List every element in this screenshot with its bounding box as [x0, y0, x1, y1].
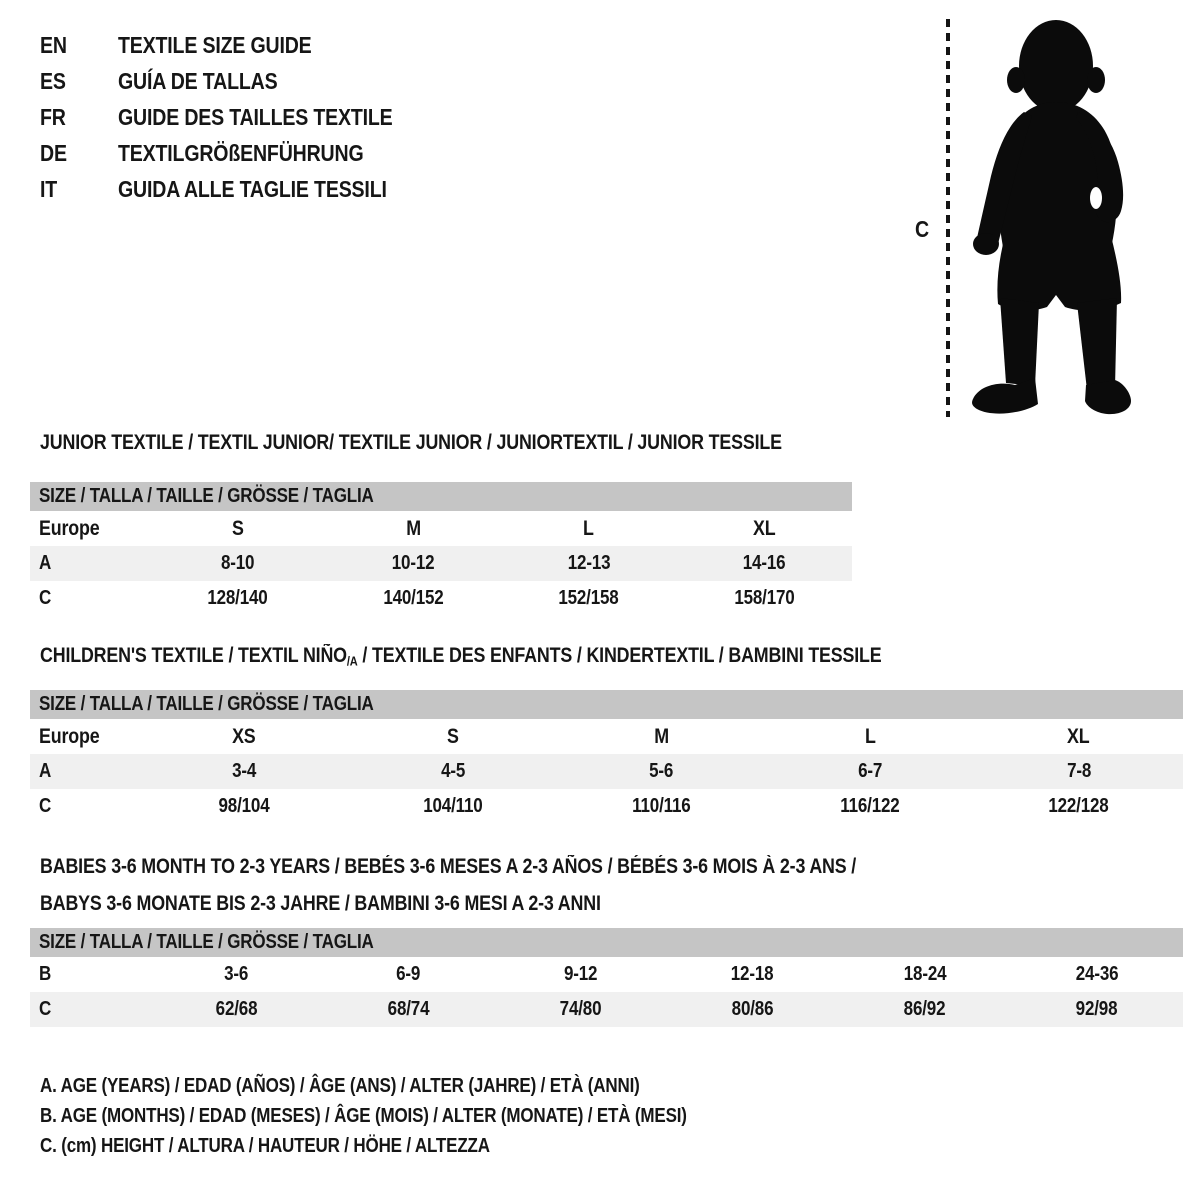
legend-text: A. AGE (YEARS) / EDAD (AÑOS) / ÂGE (ANS) / ALTER (JAHRE) / ETÀ (ANNI)	[40, 1074, 640, 1097]
language-row	[40, 135, 441, 171]
junior-table-grid	[30, 511, 852, 616]
table-row	[30, 511, 852, 546]
table-row	[30, 789, 1183, 824]
height-cell: 80/86	[731, 998, 774, 1020]
row-label: C	[39, 587, 52, 609]
babies-table-grid	[30, 957, 1183, 1027]
measurement-legend	[40, 1071, 801, 1161]
legend-line-b	[40, 1101, 801, 1131]
age-cell: 3-6	[224, 963, 249, 985]
language-code: DE	[40, 139, 67, 166]
row-label: C	[39, 795, 52, 817]
junior-section-title	[40, 431, 913, 455]
size-header-label: SIZE / TALLA / TAILLE / GRÖSSE / TAGLIA	[39, 931, 374, 953]
babies-size-table	[30, 928, 1183, 1027]
height-cell: 122/128	[1048, 795, 1109, 817]
height-cell: 62/68	[215, 998, 257, 1020]
language-title: GUÍA DE TALLAS	[118, 67, 278, 94]
table-row	[30, 754, 1183, 789]
height-cell: 92/98	[1076, 998, 1118, 1020]
age-cell: 18-24	[903, 963, 947, 985]
size-header-label: SIZE / TALLA / TAILLE / GRÖSSE / TAGLIA	[39, 485, 374, 507]
age-cell: 12-13	[567, 552, 611, 574]
size-cell: S	[231, 516, 244, 540]
table-row	[30, 992, 1183, 1027]
language-code: EN	[40, 31, 67, 58]
age-cell: 6-7	[858, 760, 883, 782]
age-cell: 24-36	[1075, 963, 1119, 985]
row-label: Europe	[39, 516, 100, 540]
size-cell: XL	[1067, 724, 1090, 748]
language-code: FR	[40, 103, 66, 130]
row-label: A	[39, 552, 52, 574]
language-row	[40, 99, 441, 135]
legend-text: B. AGE (MONTHS) / EDAD (MESES) / ÂGE (MOIS) / ALTER (MONATE) / ETÀ (MESI)	[40, 1104, 687, 1127]
language-row	[40, 27, 441, 63]
size-cell: XL	[753, 516, 776, 540]
height-cell: 104/110	[423, 795, 483, 817]
legend-line-c	[40, 1131, 801, 1161]
size-cell: L	[864, 724, 876, 748]
height-measure-dashed-line	[946, 19, 950, 417]
legend-line-a	[40, 1071, 801, 1101]
size-header-bar	[30, 690, 1183, 719]
language-row	[40, 171, 441, 207]
title-part: / TEXTILE DES ENFANTS / KINDERTEXTIL / BAMBINI TESSILE	[357, 644, 882, 667]
legend-text: C. (cm) HEIGHT / ALTURA / HAUTEUR / HÖHE / ALTEZZA	[40, 1134, 490, 1157]
age-cell: 9-12	[563, 963, 598, 985]
size-cell: XS	[232, 724, 257, 748]
babies-section-title-line1	[40, 855, 1000, 879]
toddler-silhouette-icon	[960, 14, 1140, 418]
age-cell: 4-5	[440, 760, 465, 782]
age-cell: 12-18	[731, 963, 774, 985]
height-cell: 110/116	[632, 795, 691, 817]
language-title: GUIDA ALLE TAGLIE TESSILI	[118, 175, 387, 202]
children-section-title-text	[40, 644, 882, 673]
title-part: CHILDREN'S TEXTILE / TEXTIL NIÑO	[40, 644, 347, 667]
language-code: ES	[40, 67, 66, 94]
language-code: IT	[40, 175, 58, 202]
children-section-title	[40, 644, 1030, 673]
height-cell: 74/80	[559, 998, 602, 1020]
height-cell: 140/152	[383, 587, 444, 609]
row-label: B	[39, 963, 52, 985]
babies-section-title-text: BABYS 3-6 MONATE BIS 2-3 JAHRE / BAMBINI 3-6 MESI A 2-3 ANNI	[40, 892, 601, 915]
language-row	[40, 63, 441, 99]
babies-section-title-line2	[40, 892, 700, 916]
junior-size-table	[30, 482, 852, 616]
language-title: TEXTILE SIZE GUIDE	[118, 31, 312, 58]
age-cell: 8-10	[221, 552, 255, 574]
age-cell: 6-9	[396, 963, 421, 985]
row-label: A	[39, 760, 52, 782]
age-cell: 14-16	[742, 552, 786, 574]
junior-section-title-text: JUNIOR TEXTILE / TEXTIL JUNIOR/ TEXTILE JUNIOR / JUNIORTEXTIL / JUNIOR TESSILE	[40, 431, 782, 454]
age-cell: 5-6	[649, 760, 674, 782]
age-cell: 3-4	[232, 760, 257, 782]
size-cell: S	[447, 724, 459, 748]
size-cell: M	[405, 516, 421, 540]
size-header-bar	[30, 482, 852, 511]
size-cell: L	[583, 516, 595, 540]
age-cell: 10-12	[391, 552, 435, 574]
height-cell: 98/104	[218, 795, 270, 817]
height-cell: 158/170	[734, 587, 795, 609]
figure-height-label: C	[915, 216, 929, 242]
language-title-list	[40, 27, 441, 207]
table-row	[30, 719, 1183, 754]
table-row	[30, 546, 852, 581]
height-cell: 86/92	[903, 998, 946, 1020]
height-cell: 116/122	[840, 795, 900, 817]
babies-section-title-text: BABIES 3-6 MONTH TO 2-3 YEARS / BEBÉS 3-6 MESES A 2-3 AÑOS / BÉBÉS 3-6 MOIS À 2-3 ANS /	[40, 855, 857, 878]
language-title: TEXTILGRÖßENFÜHRUNG	[118, 139, 364, 166]
row-label: C	[39, 998, 52, 1020]
height-cell: 152/158	[558, 587, 619, 609]
table-row	[30, 957, 1183, 992]
age-cell: 7-8	[1066, 760, 1091, 782]
row-label: Europe	[39, 724, 100, 748]
children-size-table	[30, 690, 1183, 824]
language-title: GUIDE DES TAILLES TEXTILE	[118, 103, 393, 130]
title-subscript: /A	[346, 653, 358, 669]
size-cell: M	[654, 724, 669, 748]
table-row	[30, 581, 852, 616]
height-cell: 128/140	[207, 587, 268, 609]
size-header-label: SIZE / TALLA / TAILLE / GRÖSSE / TAGLIA	[39, 693, 374, 715]
size-header-bar	[30, 928, 1183, 957]
children-table-grid	[30, 719, 1183, 824]
height-cell: 68/74	[387, 998, 430, 1020]
